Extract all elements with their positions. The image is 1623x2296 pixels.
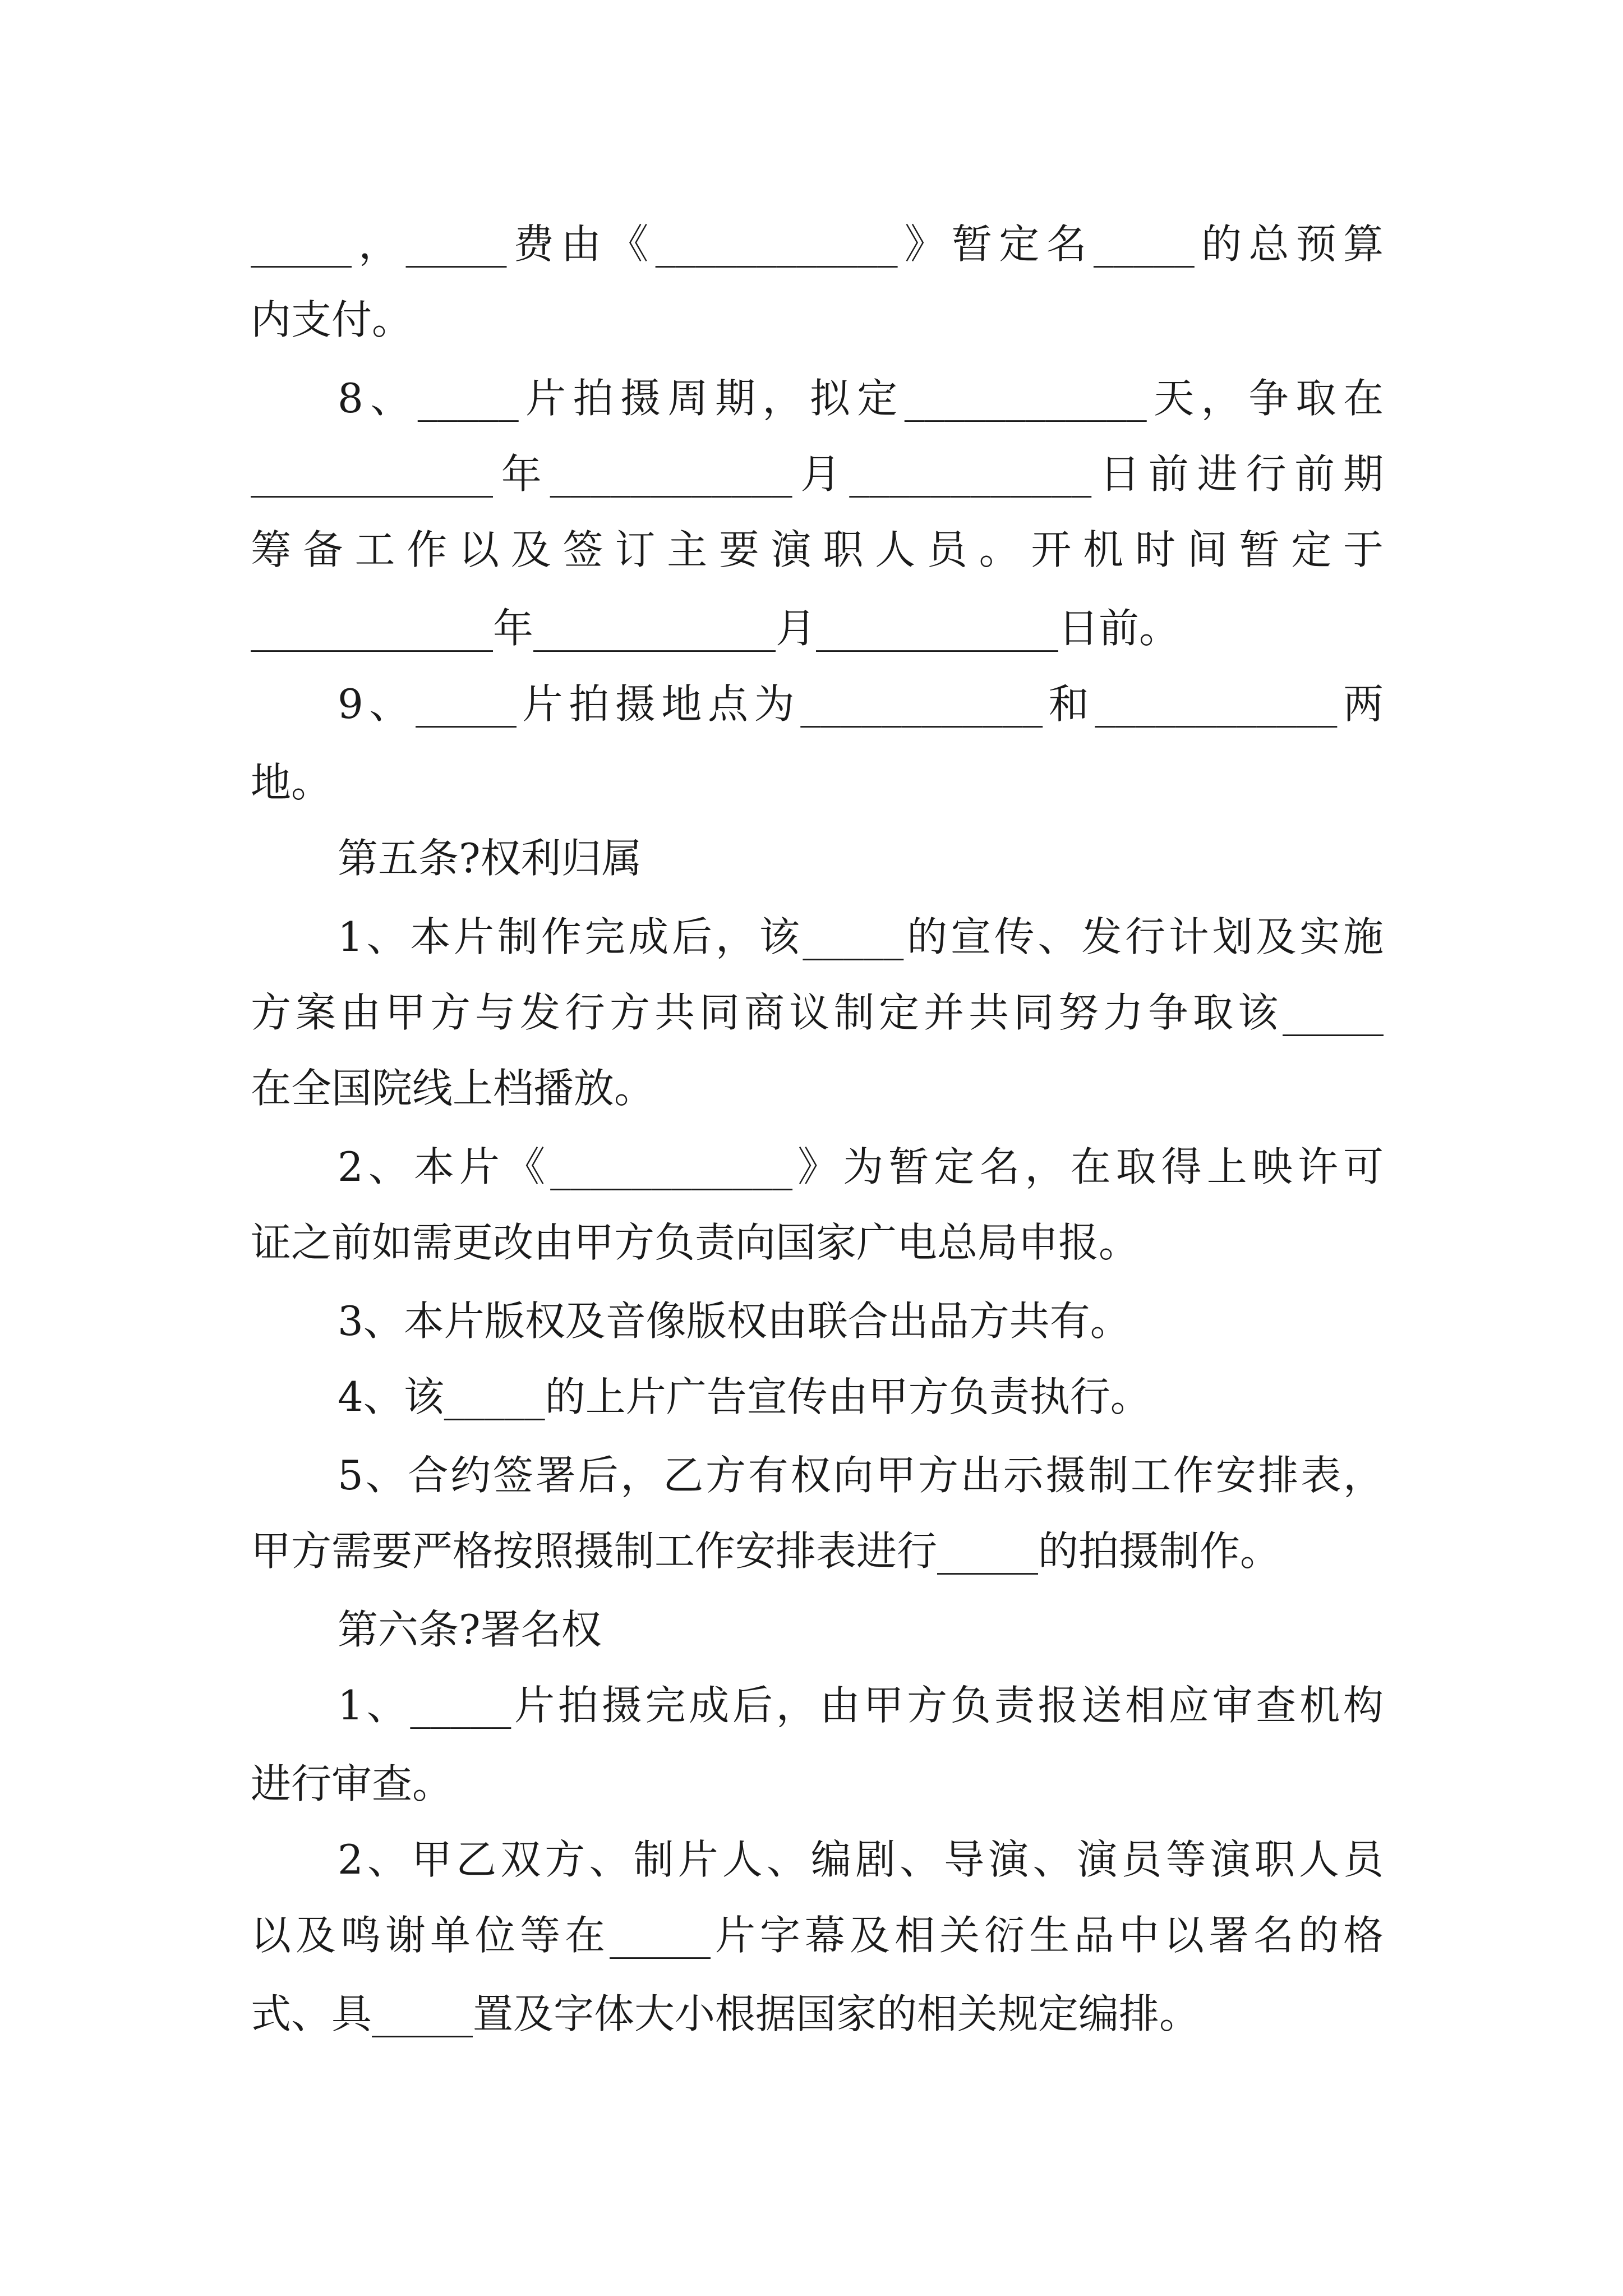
text-line: 内支付。	[251, 296, 413, 343]
text-line: 2、本片《____________》为暂定名，在取得上映许可	[338, 1143, 1384, 1190]
text-line: 方案由甲方与发行方共同商议制定并共同努力争取该_____	[251, 989, 1384, 1036]
section-heading: 第六条?署名权	[338, 1606, 602, 1653]
text-line: 8、_____片拍摄周期，拟定____________天，争取在	[338, 375, 1384, 422]
text-line: ____________年____________月____________日前进行前期	[251, 450, 1384, 498]
text-line: 筹备工作以及签订主要演职人员。开机时间暂定于	[251, 526, 1384, 573]
text-line: 在全国院线上档播放。	[251, 1065, 655, 1112]
text-line: 甲方需要严格按照摄制工作安排表进行_____的拍摄制作。	[251, 1527, 1281, 1575]
text-line: ____________年____________月____________日前。	[251, 605, 1180, 652]
text-line: 1、_____片拍摄完成后，由甲方负责报送相应审查机构	[338, 1682, 1384, 1729]
text-line: 4、该_____的上片广告宣传由甲方负责执行。	[338, 1373, 1151, 1420]
text-line: _____，_____费由《____________》暂定名_____的总预算	[251, 220, 1384, 268]
text-line: 2、甲乙双方、制片人、编剧、导演、演员等演职人员	[338, 1836, 1384, 1883]
text-line: 9、_____片拍摄地点为____________和____________两	[338, 680, 1384, 728]
text-line: 3、本片版权及音像版权由联合出品方共有。	[338, 1297, 1131, 1345]
text-line: 进行审查。	[251, 1760, 453, 1807]
text-line: 证之前如需更改由甲方负责向国家广电总局申报。	[251, 1219, 1140, 1266]
section-heading: 第五条?权利归属	[338, 835, 642, 882]
text-line: 5、合约签署后，乙方有权向甲方出示摄制工作安排表，	[338, 1452, 1384, 1499]
text-line: 式、具_____置及字体大小根据国家的相关规定编排。	[251, 1990, 1200, 2037]
text-line: 地。	[251, 759, 332, 806]
text-line: 1、本片制作完成后，该_____的宣传、发行计划及实施	[338, 913, 1384, 960]
text-line: 以及鸣谢单位等在_____片字幕及相关衍生品中以署名的格	[251, 1912, 1384, 1959]
